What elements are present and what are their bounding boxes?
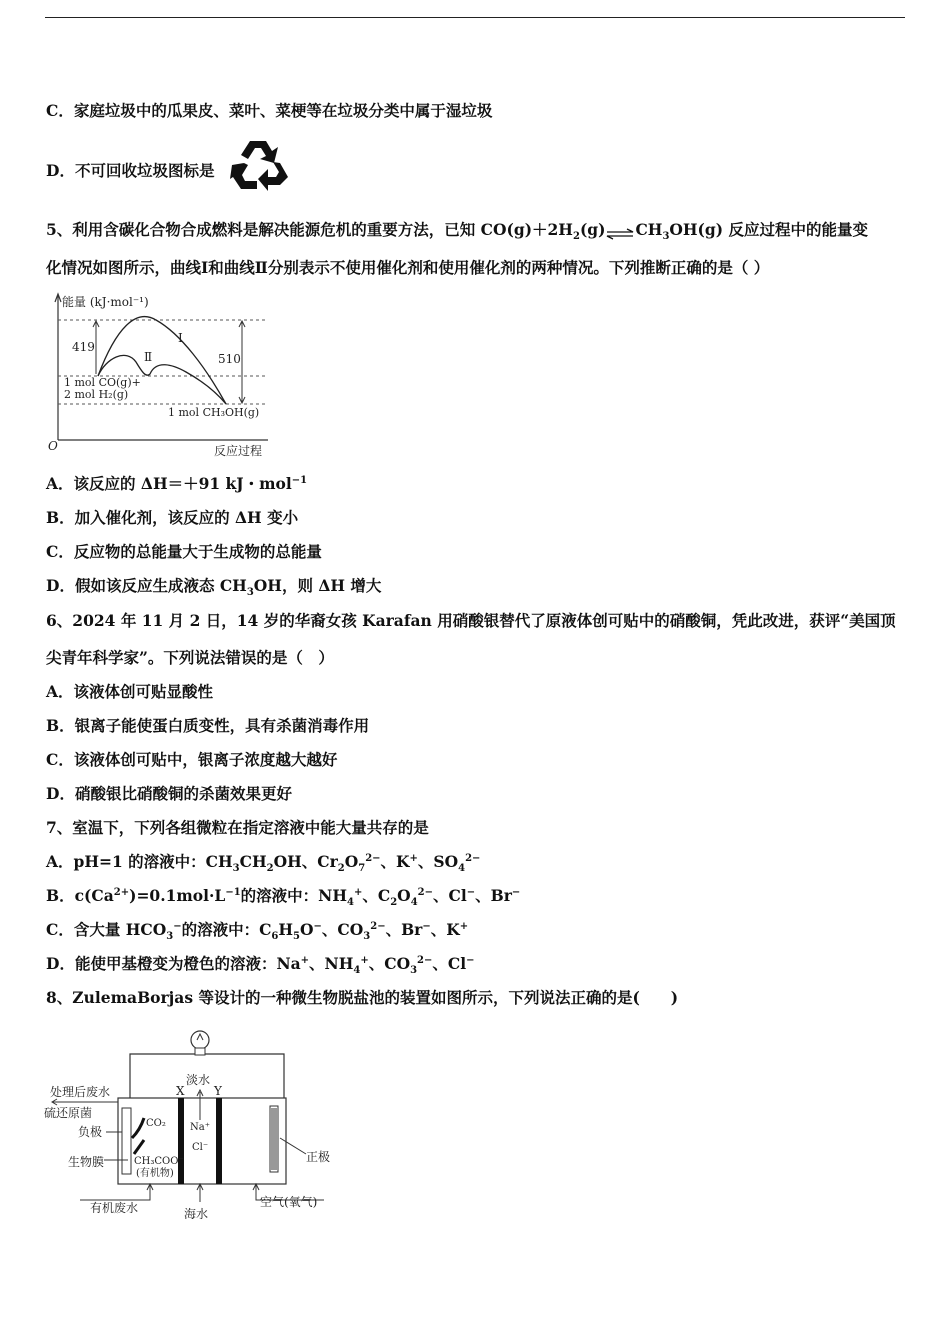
q7-option-c: C．含大量 $HCO_3^-$的溶液中：$C_6H_5O^-$、$CO_3^{2-}$、Br−、K+: [46, 920, 469, 943]
q6-option-a: A．该液体创可贴显酸性: [46, 682, 214, 701]
label-organic: (有机物): [136, 1168, 174, 1179]
q6-option-d: D．硝酸银比硝酸铜的杀菌效果更好: [46, 784, 292, 803]
label-419: 419: [72, 340, 95, 354]
q5-stem-line2: 化情况如图所示，曲线Ⅰ和曲线Ⅱ分别表示不使用催化剂和使用催化剂的两种情况。下列推断正确的是（ ）: [46, 258, 770, 277]
q6-stem-line2: 尖青年科学家”。下列说法错误的是（ ）: [46, 648, 334, 667]
equilibrium-arrow-icon: [605, 225, 635, 237]
desalination-cell-diagram: [44, 1020, 344, 1225]
label-cl: Cl⁻: [192, 1142, 209, 1153]
q4-option-d: D．不可回收垃圾图标是: [46, 161, 215, 180]
membrane-x: [178, 1098, 184, 1184]
negative-electrode: [122, 1108, 131, 1174]
header-rule: [45, 17, 905, 18]
label-y: Y: [214, 1084, 222, 1098]
label-co2: CO₂: [146, 1118, 166, 1129]
energy-diagram: [46, 288, 278, 460]
q5-stem-line1: 5、利用含碳化合物合成燃料是解决能源危机的重要方法，已知 $CO(g)+2H_2(g)$ $CH_3OH(g)$ 反应过程中的能量变: [46, 220, 868, 243]
origin-label: O: [48, 439, 58, 453]
q5-option-d: D．假如该反应生成液态 $CH_3OH$，则 ΔH 增大: [46, 576, 382, 599]
label-organic-waste: 有机废水: [90, 1201, 139, 1215]
label-acetate: CH₃COO⁻: [134, 1156, 184, 1167]
y-axis-label: 能量 (kJ·mol⁻¹): [62, 295, 149, 309]
q7-option-d: D．能使甲基橙变为橙色的溶液：Na+、$NH_4^+$、$CO_3^{2-}$、Cl−: [46, 954, 475, 977]
q8-stem: 8、ZulemaBorjas 等设计的一种微生物脱盐池的装置如图所示，下列说法正确的是( ): [46, 988, 679, 1007]
label-product: 1 mol CH₃OH(g): [168, 406, 260, 419]
label-treated-water: 处理后废水: [50, 1085, 111, 1099]
recycle-icon: [226, 137, 290, 193]
q5-option-b: B．加入催化剂，该反应的 ΔH 变小: [46, 508, 299, 527]
label-510: 510: [218, 352, 241, 366]
q7-option-b: B．$c(Ca^{2+})=0.1mol\cdot L^{-1}$的溶液中：$NH_4^+$、$C_2O_4^{2-}$、Cl−、Br−: [46, 886, 521, 909]
x-axis-label: 反应过程: [214, 444, 263, 458]
q7-option-a: A．pH=1 的溶液中：$CH_3CH_2OH$、$Cr_2O_7^{2-}$、K+、$SO_4^{2-}$: [46, 852, 481, 875]
q6-option-c: C．该液体创可贴中，银离子浓度越大越好: [46, 750, 338, 769]
q5-option-a: A．该反应的 ΔH＝＋91 kJ・mol$^{-1}$: [46, 474, 308, 493]
label-reactants-2: 2 mol H₂(g): [64, 388, 129, 401]
label-na: Na⁺: [190, 1122, 210, 1133]
q6-stem-line1: 6、2024 年 11 月 2 日，14 岁的华裔女孩 Karafan 用硝酸银替代了原液体创可贴中的硝酸铜，凭此改进，获评“美国顶: [46, 611, 896, 630]
q7-stem: 7、室温下，下列各组微粒在指定溶液中能大量共存的是: [46, 818, 429, 837]
label-seawater: 海水: [184, 1207, 209, 1221]
label-negative: 负极: [78, 1125, 103, 1139]
label-fresh-water: 淡水: [186, 1073, 211, 1087]
q5-option-c: C．反应物的总能量大于生成物的总能量: [46, 542, 322, 561]
q4-option-c: C．家庭垃圾中的瓜果皮、菜叶、菜梗等在垃圾分类中属于湿垃圾: [46, 101, 493, 120]
label-air: 空气(氧气): [260, 1195, 318, 1209]
membrane-y: [216, 1098, 222, 1184]
label-biofilm: 生物膜: [68, 1155, 105, 1169]
label-reactants-1: 1 mol CO(g)+: [64, 376, 141, 389]
label-bacteria: 硫还原菌: [44, 1106, 93, 1120]
label-curve-2: Ⅱ: [144, 350, 153, 364]
label-positive: 正极: [306, 1150, 331, 1164]
label-curve-1: Ⅰ: [178, 331, 183, 345]
q6-option-b: B．银离子能使蛋白质变性，具有杀菌消毒作用: [46, 716, 370, 735]
label-x: X: [176, 1084, 185, 1098]
